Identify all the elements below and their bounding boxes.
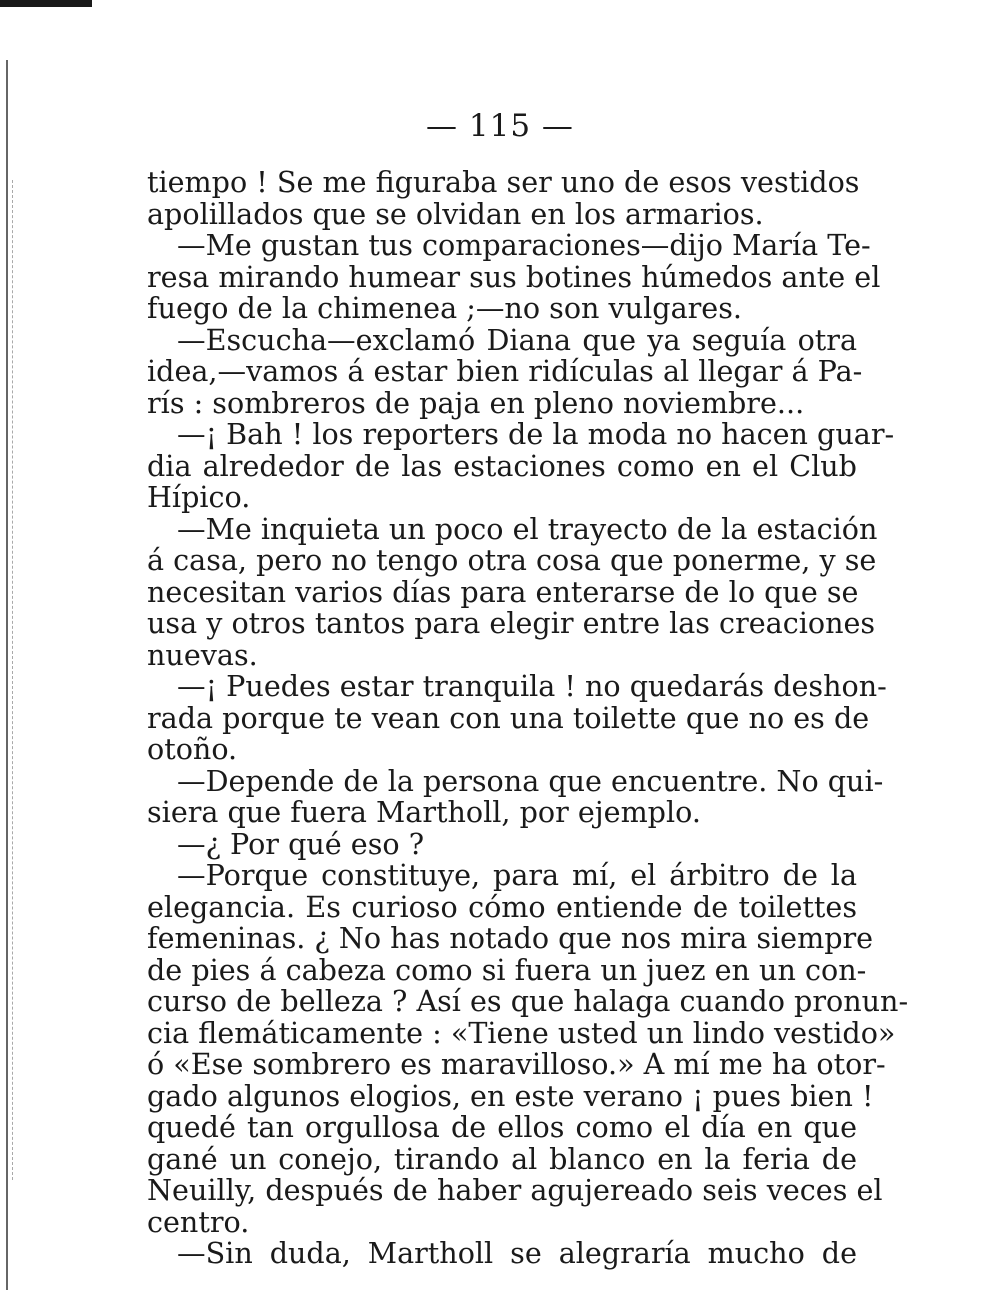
text-line: —Sin duda, Martholl se alegraría mucho de <box>177 1236 857 1270</box>
text-line: ó «Ese sombrero es maravilloso.» A mí me ha otor- <box>147 1047 886 1081</box>
text-line: dia alrededor de las estaciones como en el Club <box>147 448 857 483</box>
text-line: —Escucha—exclamó Diana que ya seguía otra <box>177 322 857 357</box>
page-number: — 115 — <box>426 108 574 144</box>
text-line: —¡ Bah ! los reporters de la moda no hacen guar- <box>177 417 895 451</box>
text-line: necesitan varios días para enterarse de lo que se <box>147 574 859 609</box>
text-line: gané un conejo, tirando al blanco en la feria de <box>147 1141 857 1176</box>
text-line: Neuilly, después de haber agujereado seis veces el <box>147 1173 883 1207</box>
text-line: —Porque constituye, para mí, el árbitro de la <box>177 858 857 892</box>
text-line: usa y otros tantos para elegir entre las creaciones <box>147 606 876 640</box>
text-line: gado algunos elogios, en este verano ¡ pues bien ! <box>147 1078 874 1113</box>
text-line: —¿ Por qué eso ? <box>177 826 425 861</box>
scan-edge-mark <box>0 0 92 7</box>
text-line: centro. <box>147 1204 250 1239</box>
text-line: cia flemáticamente : «Tiene usted un lindo vestido» <box>147 1015 896 1050</box>
text-line: tiempo ! Se me figuraba ser uno de esos vestidos <box>147 165 860 199</box>
text-line: á casa, pero no tengo otra cosa que ponerme, y se <box>147 543 877 577</box>
text-line: quedé tan orgullosa de ellos como el día en que <box>147 1110 857 1144</box>
text-line: idea,—vamos á estar bien ridículas al llegar á Pa- <box>147 354 863 388</box>
text-line: —Me gustan tus comparaciones—dijo María Te- <box>177 228 871 262</box>
text-line: nuevas. <box>147 637 258 672</box>
text-line: rada porque te vean con una toilette que no es de <box>147 700 870 735</box>
text-line: Hípico. <box>147 480 251 514</box>
text-line: curso de belleza ? Así es que halaga cuando pronun- <box>147 984 909 1018</box>
text-line: de pies á cabeza como si fuera un juez en un con- <box>147 952 867 987</box>
text-line: —¡ Puedes estar tranquila ! no quedarás deshon- <box>177 669 887 703</box>
text-line: otoño. <box>147 732 238 766</box>
text-line: apolillados que se olvidan en los armarios. <box>147 196 764 231</box>
text-line: resa mirando humear sus botines húmedos ante el <box>147 259 881 294</box>
binding-edge-shadow <box>12 180 18 1180</box>
text-line: —Depende de la persona que encuentre. No qui- <box>177 763 884 798</box>
text-line: —Me inquieta un poco el trayecto de la estación <box>177 511 878 546</box>
text-line: rís : sombreros de paja en pleno noviembre... <box>147 385 805 420</box>
text-line: femeninas. ¿ No has notado que nos mira siempre <box>147 921 874 955</box>
text-line: fuego de la chimenea ;—no son vulgares. <box>147 291 742 325</box>
text-line: elegancia. Es curioso cómo entiende de toilettes <box>147 889 857 924</box>
body-text <box>147 165 909 1270</box>
text-line: siera que fuera Martholl, por ejemplo. <box>147 795 701 829</box>
